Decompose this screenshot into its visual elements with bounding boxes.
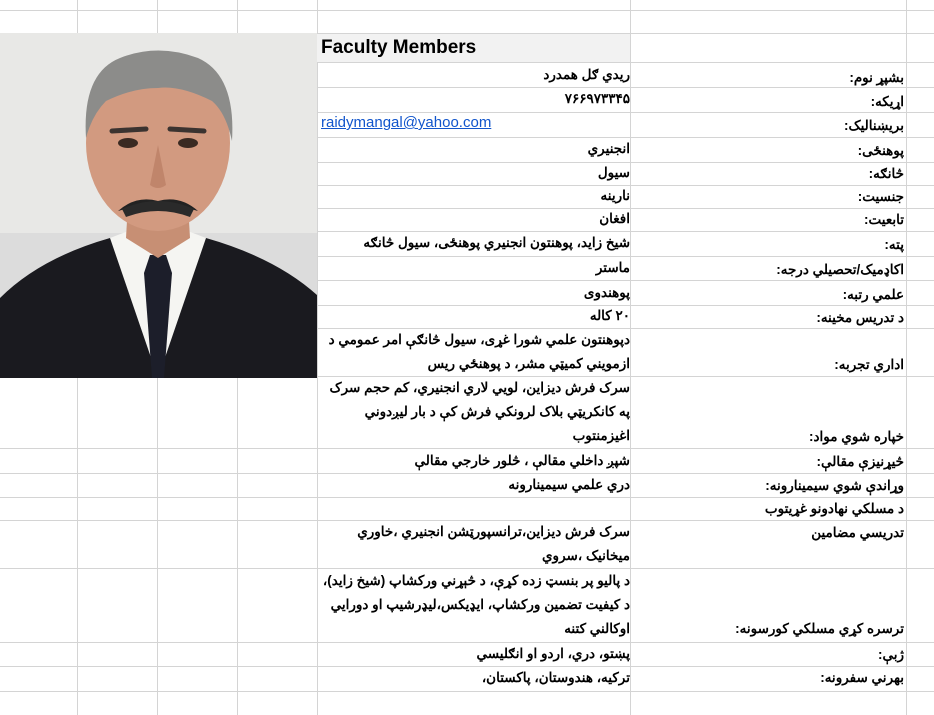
publications-value[interactable]: سرک فرش ديزاين، لويي لاري انجنيري، کم حجم سرک په کانکريټي بلاک لرونکي فرش کې د بار ليږدوني اغيزمنتوب xyxy=(329,380,630,443)
phone-value[interactable]: ۷۶۶۹۷۳۳۴۵ xyxy=(564,91,630,106)
seminars-label: وړاندې شوي سیمینارونه: xyxy=(765,478,904,493)
phone-label: اړیکه: xyxy=(870,94,904,109)
degree-value[interactable]: ماستر xyxy=(595,260,630,275)
faculty-label: پوهنځی: xyxy=(857,143,904,158)
faculty-value[interactable]: انجنيري xyxy=(587,141,630,156)
person-photo-icon xyxy=(0,33,317,378)
grid-row-line xyxy=(0,691,934,692)
grid-col-line xyxy=(906,0,907,715)
grid-col-line xyxy=(630,0,631,715)
name-label: بشپړ نوم: xyxy=(849,70,904,85)
rank-value[interactable]: پوهندوی xyxy=(583,285,630,300)
department-value[interactable]: سیول xyxy=(597,165,630,180)
gender-label: جنسیت: xyxy=(857,189,904,204)
nationality-value[interactable]: افغان xyxy=(599,211,630,226)
department-label: څانګه: xyxy=(868,166,904,181)
publications-label: خپاره شوي مواد: xyxy=(809,429,904,444)
languages-label: ژبې: xyxy=(877,647,904,662)
email-label: بریښنالیک: xyxy=(844,118,904,133)
degree-label: اکاډمیک/تحصیلي درجه: xyxy=(776,262,904,277)
email-link[interactable]: raidymangal@yahoo.com xyxy=(321,114,492,131)
travel-value[interactable]: ترکيه، هندوستان، پاکستان، xyxy=(481,670,630,685)
subjects-label: تدریسي مضامین xyxy=(811,525,904,540)
research-label: څیړنیزې مقالې: xyxy=(816,454,904,469)
subjects-value[interactable]: سرک فرش ديزاين،ترانسپورټشن انجنيري ،خاوري ميخانيک ،سروي xyxy=(357,524,630,563)
address-value[interactable]: شيخ زايد، پوهنتون انجنيري پوهنځی، سیول څانګه xyxy=(363,235,630,250)
grid-row-line xyxy=(0,10,934,11)
languages-value[interactable]: پښتو، دري، اردو او انګليسي xyxy=(476,646,630,661)
sheet-title: Faculty Members xyxy=(321,37,477,58)
admin-label: اداري تجربه: xyxy=(834,357,904,372)
gender-value[interactable]: نارينه xyxy=(600,188,630,203)
profile-photo xyxy=(0,33,317,378)
nationality-label: تابعیت: xyxy=(864,212,904,227)
travel-label: بهرني سفرونه: xyxy=(820,670,904,685)
courses-value[interactable]: د پاليو پر بنسټ زده کړې، د څېړني ورکشاپ (شيخ زايد)، د کيفيت تضمين ورکشاپ، ايډيکس،ليډرشيپ او دورايي اوکالني کتنه xyxy=(322,573,630,636)
rank-label: علمي رتبه: xyxy=(842,287,904,302)
grid-row-line xyxy=(0,642,934,643)
grid-col-line xyxy=(317,0,318,715)
research-value[interactable]: شپږ داخلي مقالې ، څلور خارجي مقالې xyxy=(414,453,630,468)
name-value[interactable]: ريدي ګل همدرد xyxy=(543,67,630,82)
seminars-value[interactable]: دري علمي سيمينارونه xyxy=(508,477,630,492)
experience-value[interactable]: ۲۰ كاله xyxy=(589,308,630,323)
grid-row-line xyxy=(0,666,934,667)
admin-value[interactable]: دپوهنتون علمي شورا غړی، سیول څانګې امر عمومي د ازمويني کميټي مشر، د پوهنځي ريس xyxy=(328,332,630,371)
courses-label: ترسره کړي مسلکي کورسونه: xyxy=(735,621,904,636)
address-label: پته: xyxy=(884,237,904,252)
experience-label: د تدریس مخینه: xyxy=(816,310,904,325)
associations-label: د مسلکي نهادونو غړیتوب xyxy=(764,501,904,516)
